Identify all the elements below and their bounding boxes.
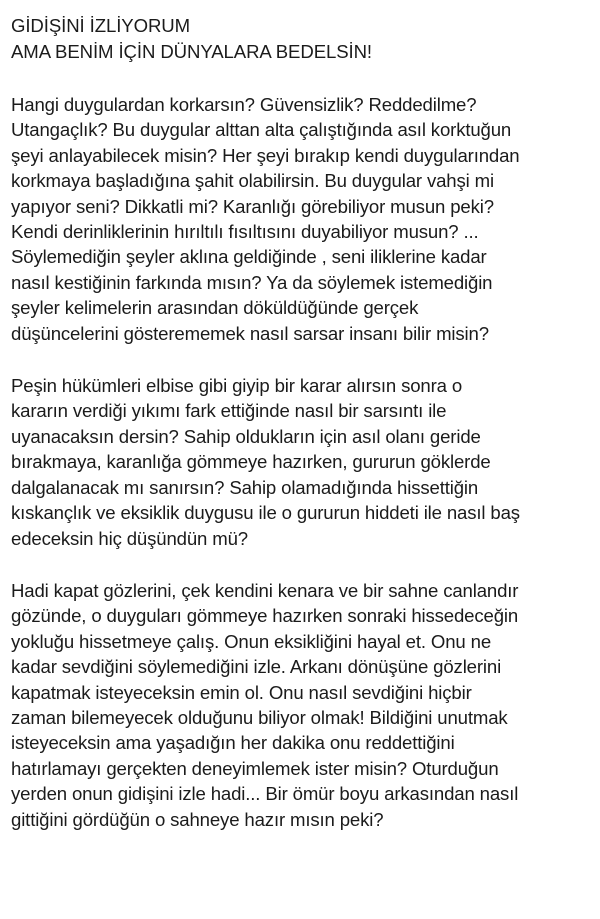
paragraph-line: Peşin hükümleri elbise gibi giyip bir karar alırsın sonra o xyxy=(11,375,463,397)
paragraph-line: şeyler kelimelerin arasından döküldüğünde gerçek xyxy=(11,297,419,319)
paragraph-line: edeceksin hiç düşündün mü? xyxy=(11,527,248,549)
paragraph-line: kapatmak isteyeceksin emin ol. Onu nasıl sevdiğini hiçbir xyxy=(11,681,472,703)
paragraph-line: gittiğini gördüğün o sahneye hazır mısın peki? xyxy=(11,808,384,830)
post-title xyxy=(11,13,590,65)
paragraph-line: yapıyor seni? Dikkatli mi? Karanlığı görebiliyor musun peki? xyxy=(11,195,494,217)
paragraph-line: Utangaçlık? Bu duygular alttan alta çalıştığında asıl korktuğun xyxy=(11,119,512,141)
paragraph-line: dalgalanacak mı sanırsın? Sahip olamadığında hissettiğin xyxy=(11,476,479,498)
paragraph-line: şeyi anlayabilecek misin? Her şeyi bırakıp kendi duygularından xyxy=(11,144,520,166)
paragraph-line: yerden onun gidişini izle hadi... Bir ömür boyu arkasından nasıl xyxy=(11,783,519,805)
paragraph-1 xyxy=(11,92,590,346)
paragraph-line: uyanacaksın dersin? Sahip oldukların için asıl olanı geride xyxy=(11,425,481,447)
title-line-1: GİDİŞİNİ İZLİYORUM xyxy=(11,15,190,36)
paragraph-3 xyxy=(11,578,590,832)
paragraph-line: hatırlamayı gerçekten deneyimlemek ister misin? Oturduğun xyxy=(11,757,499,779)
paragraph-line: nasıl kestiğinin farkında mısın? Ya da söylemek istemediğin xyxy=(11,271,493,293)
paragraph-line: Hadi kapat gözlerini, çek kendini kenara ve bir sahne canlandır xyxy=(11,579,519,601)
title-line-2: AMA BENİM İÇİN DÜNYALARA BEDELSİN! xyxy=(11,41,372,62)
paragraph-line: korkmaya başladığına şahit olabilirsin. Bu duygular vahşi mi xyxy=(11,170,494,192)
paragraph-line: kadar sevdiğini söylemediğini izle. Arkanı dönüşüne gözlerini xyxy=(11,656,502,678)
paragraph-line: Söylemediğin şeyler aklına geldiğinde , seni iliklerine kadar xyxy=(11,246,487,268)
paragraph-line: zaman bilemeyecek olduğunu biliyor olmak! Bildiğini unutmak xyxy=(11,706,508,728)
paragraph-2 xyxy=(11,373,590,551)
paragraph-line: isteyeceksin ama yaşadığın her dakika onu reddettiğini xyxy=(11,732,455,754)
paragraph-line: Kendi derinliklerinin hırıltılı fısıltısını duyabiliyor musun? ... xyxy=(11,221,479,243)
paragraph-line: kararın verdiği yıkımı fark ettiğinde nasıl bir sarsıntı ile xyxy=(11,400,447,422)
paragraph-line: kıskançlık ve eksiklik duygusu ile o gururun hiddeti ile nasıl baş xyxy=(11,502,520,524)
paragraph-line: Hangi duygulardan korkarsın? Güvensizlik? Reddedilme? xyxy=(11,94,477,115)
paragraph-line: yokluğu hissetmeye çalış. Onun eksikliğini hayal et. Onu ne xyxy=(11,630,492,652)
paragraph-line: gözünde, o duyguları gömmeye hazırken sonraki hissedeceğin xyxy=(11,605,519,627)
paragraph-line: bırakmaya, karanlığa gömmeye hazırken, gururun göklerde xyxy=(11,451,491,473)
paragraph-line: düşüncelerini gösterememek nasıl sarsar insanı bilir misin? xyxy=(11,322,489,344)
